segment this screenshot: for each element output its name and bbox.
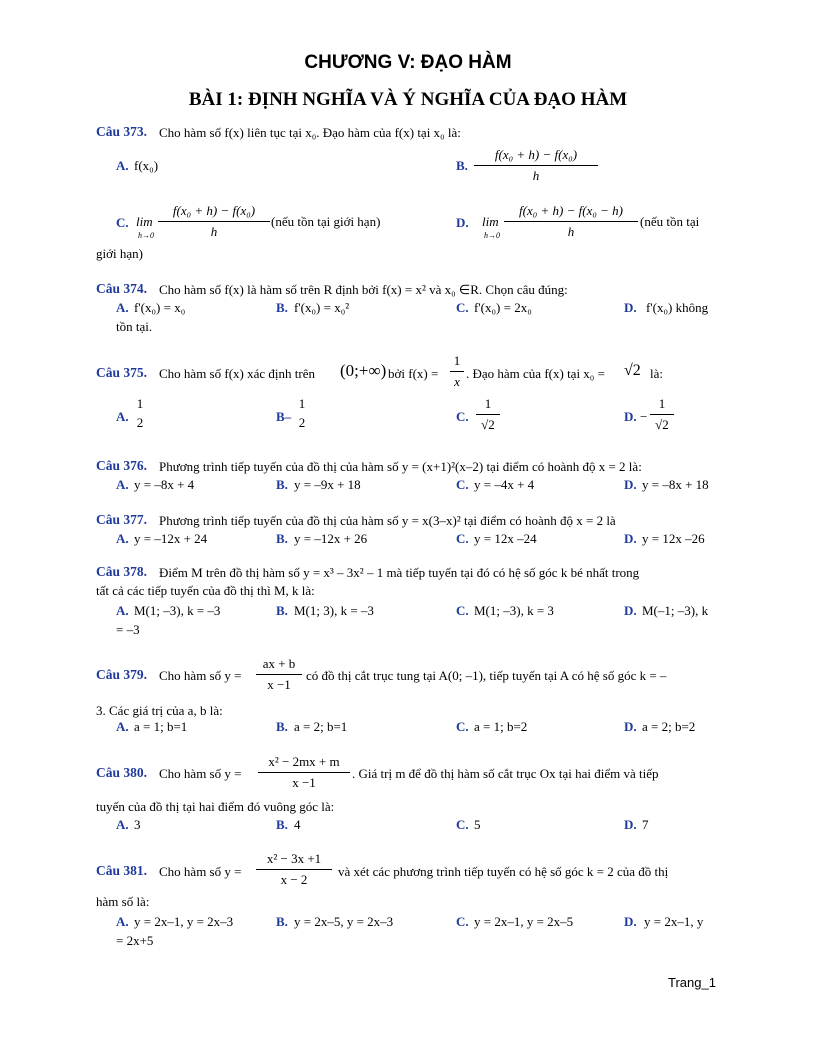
option-c-text: y = 2x–1, y = 2x–5 <box>474 914 574 929</box>
option-b-label: B. <box>276 914 288 929</box>
fraction-denominator: √2 <box>655 417 669 432</box>
option-a-text: 3 <box>134 817 141 832</box>
fraction-bar <box>450 371 464 372</box>
interval: (0;+∞) <box>340 361 387 380</box>
option-c-label: C. <box>456 409 469 424</box>
option-b-text: a = 2; b=1 <box>294 719 348 734</box>
fraction-denominator: x −1 <box>292 775 316 790</box>
option-c-label: C. <box>456 719 469 734</box>
question-text: Cho hàm số f(x) xác định trên <box>159 366 315 381</box>
question-text-wrap: hàm số là: <box>96 894 150 909</box>
option-b-text: M(1; 3), k = –3 <box>294 603 374 618</box>
question-text: và xét các phương trình tiếp tuyến có hệ số góc k = 2 của đồ thị <box>338 864 669 879</box>
question-number: Câu 374. <box>96 281 148 296</box>
fraction-numerator: x² − 2mx + m <box>268 754 340 769</box>
fraction-numerator: f(x₀ + h) − f(x₀) <box>172 203 256 218</box>
option-c-label: C. <box>456 300 469 315</box>
question-number: Câu 373. <box>96 124 148 139</box>
fraction-numerator: 1 <box>484 396 492 411</box>
fraction-bar <box>258 772 350 773</box>
x0-value: √2 <box>624 362 641 379</box>
option-d-wrap: tồn tại. <box>116 319 153 334</box>
fraction-bar <box>158 221 270 222</box>
option-d-label: D. <box>456 215 469 230</box>
option-c-text: a = 1; b=2 <box>474 719 528 734</box>
option-a-text: y = –8x + 4 <box>134 477 195 492</box>
question-text: Cho hàm số f(x) là hàm số trên R định bởi f(x) = x² và x₀ ∈R. Chọn câu đúng: <box>159 282 568 297</box>
option-d-text: y = 2x–1, y <box>644 914 704 929</box>
question-text: bởi f(x) = <box>388 366 439 381</box>
question-text: . Giá trị m để đồ thị hàm số cắt trục Ox tại hai điểm và tiếp <box>352 766 659 781</box>
fraction-numerator: 1 <box>453 353 461 368</box>
option-c-note: (nếu tồn tại giới hạn) <box>271 214 381 229</box>
limit-symbol: lim <box>136 214 153 229</box>
option-d-fraction <box>650 395 674 434</box>
fraction-denominator: √2 <box>481 417 495 432</box>
fraction-bar <box>474 165 598 166</box>
option-d-label: D. <box>624 531 637 546</box>
question-number: Câu 378. <box>96 564 148 579</box>
option-a-label: A. <box>116 719 129 734</box>
option-b-text: y = –12x + 26 <box>294 531 368 546</box>
option-d-note: (nếu tồn tại <box>640 214 700 229</box>
question-number: Câu 381. <box>96 863 148 878</box>
function-fraction <box>450 352 464 391</box>
option-a-label: A. <box>116 300 129 315</box>
option-d-text: M(–1; –3), k <box>642 603 709 618</box>
option-a-text: M(1; –3), k = –3 <box>134 603 221 618</box>
chapter-title: CHƯƠNG V: ĐẠO HÀM <box>304 52 512 73</box>
option-a-text: f'(x₀) = x₀ <box>134 300 186 315</box>
option-b-label: B. <box>276 477 288 492</box>
question-text: Phương trình tiếp tuyến của đồ thị của hàm số y = (x+1)²(x–2) tại điểm có hoành độ x = 2 là: <box>159 459 642 474</box>
option-c-text: y = 12x –24 <box>474 531 537 546</box>
question-text: Cho hàm số y = <box>159 668 242 683</box>
fraction-numerator: 1 <box>136 396 144 411</box>
question-text: Cho hàm số f(x) liên tục tại x₀. Đạo hàm của f(x) tại x₀ là: <box>159 125 461 140</box>
option-b-text: y = 2x–5, y = 2x–3 <box>294 914 394 929</box>
option-a-label: A. <box>116 409 129 424</box>
option-d-text: y = 12x –26 <box>642 531 705 546</box>
function-fraction <box>258 753 350 792</box>
question-text-wrap: 3. Các giá trị của a, b là: <box>96 703 223 718</box>
option-b-text: y = –9x + 18 <box>294 477 361 492</box>
option-c-label: C. <box>456 531 469 546</box>
fraction-denominator: h <box>567 224 575 239</box>
question-number: Câu 380. <box>96 765 148 780</box>
function-fraction <box>256 655 302 694</box>
option-b-label: B. <box>276 719 288 734</box>
option-d-label: D. <box>624 300 637 315</box>
fraction-numerator: 1 <box>298 396 306 411</box>
option-c-fraction <box>158 202 270 241</box>
option-b-label: B. <box>276 817 288 832</box>
question-number: Câu 379. <box>96 667 148 682</box>
question-number: Câu 377. <box>96 512 148 527</box>
option-a-label: A. <box>116 603 129 618</box>
lesson-title: BÀI 1: ĐỊNH NGHĨA VÀ Ý NGHĨA CỦA ĐẠO HÀM <box>188 89 628 110</box>
fraction-bar <box>256 674 302 675</box>
fraction-numerator: f(x₀ + h) − f(x₀ − h) <box>519 203 623 218</box>
question-text: Điểm M trên đồ thị hàm số y = x³ – 3x² – 1 mà tiếp tuyến tại đó có hệ số góc k bé nhất trong <box>159 565 640 580</box>
fraction-numerator: 1 <box>658 396 666 411</box>
option-a-label: A. <box>116 477 129 492</box>
option-c-label: C. <box>456 477 469 492</box>
option-a-text: a = 1; b=1 <box>134 719 188 734</box>
option-d-label: D. <box>624 817 637 832</box>
option-b-label: B. <box>276 603 288 618</box>
option-c-label: C. <box>456 914 469 929</box>
question-number: Câu 375. <box>96 365 148 380</box>
option-d-note-wrap: giới hạn) <box>96 246 143 261</box>
option-b-label: B– <box>276 409 292 424</box>
fraction-bar <box>650 414 674 415</box>
question-text-wrap: tuyến của đồ thị tại hai điểm đó vuông góc là: <box>96 799 335 814</box>
question-text: là: <box>650 366 663 381</box>
option-b-fraction <box>474 146 598 185</box>
option-c-text: y = –4x + 4 <box>474 477 535 492</box>
fraction-numerator: f(x₀ + h) − f(x₀) <box>494 147 578 162</box>
option-b-label: B. <box>456 158 468 173</box>
option-d-label: D. <box>624 409 637 424</box>
fraction-numerator: ax + b <box>262 656 296 671</box>
option-d-fraction <box>504 202 638 241</box>
question-number: Câu 376. <box>96 458 148 473</box>
option-c-label: C. <box>456 603 469 618</box>
option-a-text: y = –12x + 24 <box>134 531 208 546</box>
function-fraction <box>256 850 332 889</box>
option-a-text: f(x₀) <box>134 158 159 173</box>
fraction-numerator: x² − 3x +1 <box>266 851 322 866</box>
option-b-label: B. <box>276 300 288 315</box>
option-d-wrap: = –3 <box>116 622 140 637</box>
option-b-label: B. <box>276 531 288 546</box>
option-d-text: 7 <box>642 817 649 832</box>
option-b-text: 4 <box>294 817 301 832</box>
option-a-label: A. <box>116 914 129 929</box>
question-text-wrap: tất cả các tiếp tuyến của đồ thị thì M, k là: <box>96 583 315 598</box>
option-d-text: a = 2; b=2 <box>642 719 696 734</box>
fraction-bar <box>504 221 638 222</box>
option-d-text: f'(x₀) không <box>646 300 709 315</box>
option-c-text: f'(x₀) = 2x₀ <box>474 300 532 315</box>
option-d-label: D. <box>624 477 637 492</box>
limit-subscript: h→0 <box>138 231 154 240</box>
option-a-text: y = 2x–1, y = 2x–3 <box>134 914 234 929</box>
option-c-label: C. <box>456 817 469 832</box>
fraction-bar <box>256 869 332 870</box>
fraction-bar <box>476 414 500 415</box>
option-d-label: D. <box>624 719 637 734</box>
question-text: Phương trình tiếp tuyến của đồ thị của hàm số y = x(3–x)² tại điểm có hoành độ x = 2 là <box>159 513 616 528</box>
option-a-fraction <box>134 395 146 432</box>
option-a-label: A. <box>116 158 129 173</box>
option-b-fraction <box>296 395 308 432</box>
fraction-denominator: h <box>210 224 218 239</box>
fraction-denominator: x −1 <box>267 677 291 692</box>
option-d-label: D. <box>624 914 637 929</box>
option-c-label: C. <box>116 215 129 230</box>
option-d-sign: − <box>640 409 648 424</box>
question-text: có đồ thị cắt trục tung tại A(0; –1), tiếp tuyến tại A có hệ số góc k = – <box>306 668 667 683</box>
question-text: Cho hàm số y = <box>159 766 242 781</box>
question-text: . Đạo hàm của f(x) tại x₀ = <box>466 366 605 381</box>
option-d-label: D. <box>624 603 637 618</box>
option-b-text: f'(x₀) = x₀² <box>294 300 350 315</box>
limit-symbol: lim <box>482 214 499 229</box>
page-number: Trang_1 <box>668 975 716 990</box>
option-c-text: 5 <box>474 817 481 832</box>
option-a-label: A. <box>116 817 129 832</box>
question-text: Cho hàm số y = <box>159 864 242 879</box>
fraction-denominator: h <box>532 168 540 183</box>
option-c-text: M(1; –3), k = 3 <box>474 603 554 618</box>
fraction-denominator: 2 <box>136 415 144 430</box>
fraction-denominator: x <box>454 374 460 389</box>
option-a-label: A. <box>116 531 129 546</box>
fraction-denominator: x − 2 <box>280 872 308 887</box>
option-d-text: y = –8x + 18 <box>642 477 709 492</box>
fraction-denominator: 2 <box>298 415 306 430</box>
option-d-wrap: = 2x+5 <box>116 933 154 948</box>
option-c-fraction <box>476 395 500 434</box>
limit-subscript: h→0 <box>484 231 500 240</box>
